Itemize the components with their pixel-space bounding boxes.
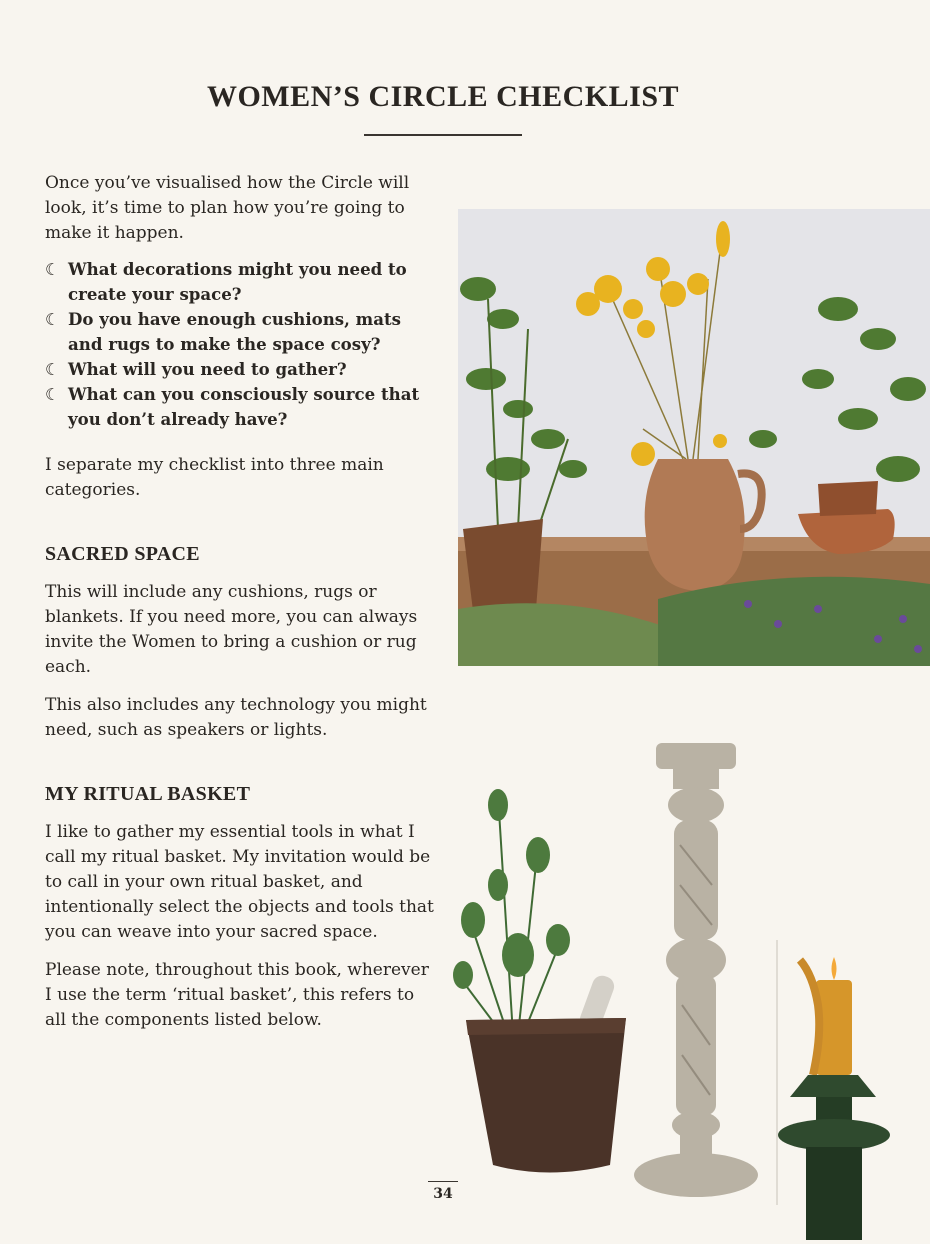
checklist-questions [45, 257, 435, 432]
question-text: What decorations might you need to create your space? [68, 259, 407, 304]
page-title: WOMEN’S CIRCLE CHECKLIST [206, 80, 680, 113]
list-item [45, 257, 435, 307]
crescent-moon-icon: ☾ [45, 385, 60, 404]
ritual-basket-paragraph-1 [45, 820, 435, 945]
title-divider [364, 134, 522, 136]
crescent-moon-icon: ☾ [45, 360, 60, 379]
herbs-and-flowers-photo [458, 209, 930, 666]
ritual-objects-drawing [428, 735, 930, 1240]
herbs-photo-illustration [458, 209, 930, 666]
question-text: What will you need to gather? [68, 359, 347, 379]
sacred-space-heading: SACRED SPACE [45, 543, 200, 565]
body-text: I like to gather my essential tools in what I call my ritual basket. My invitation would be to call in your own ritual basket, and intentionally select the objects and tools that you can weave into your sacred space. [45, 822, 434, 942]
intro-paragraph [45, 171, 435, 246]
ritual-objects-illustration [428, 735, 930, 1240]
list-item [45, 382, 435, 432]
body-text: This also includes any technology you might need, such as speakers or lights. [45, 695, 427, 740]
sacred-space-paragraph-2 [45, 693, 435, 743]
list-item [45, 357, 435, 382]
intro-text: Once you’ve visualised how the Circle will look, it’s time to plan how you’re going to make it happen. [45, 173, 410, 243]
question-text: Do you have enough cushions, mats and rugs to make the space cosy? [68, 309, 402, 354]
crescent-moon-icon: ☾ [45, 310, 60, 329]
body-text: Please note, throughout this book, wherever I use the term ‘ritual basket’, this refers to all the components listed below. [45, 960, 429, 1030]
question-text: What can you consciously source that you don’t already have? [68, 384, 420, 429]
list-item [45, 307, 435, 357]
categories-paragraph [45, 453, 435, 503]
ritual-basket-heading: MY RITUAL BASKET [45, 783, 251, 805]
sacred-space-paragraph-1 [45, 580, 435, 680]
categories-text: I separate my checklist into three main categories. [45, 455, 384, 500]
page-number: 34 [428, 1181, 458, 1202]
ritual-basket-paragraph-2 [45, 958, 435, 1033]
crescent-moon-icon: ☾ [45, 260, 60, 279]
body-text: This will include any cushions, rugs or blankets. If you need more, you can always invite the Women to bring a cushion or rug each. [45, 582, 418, 677]
